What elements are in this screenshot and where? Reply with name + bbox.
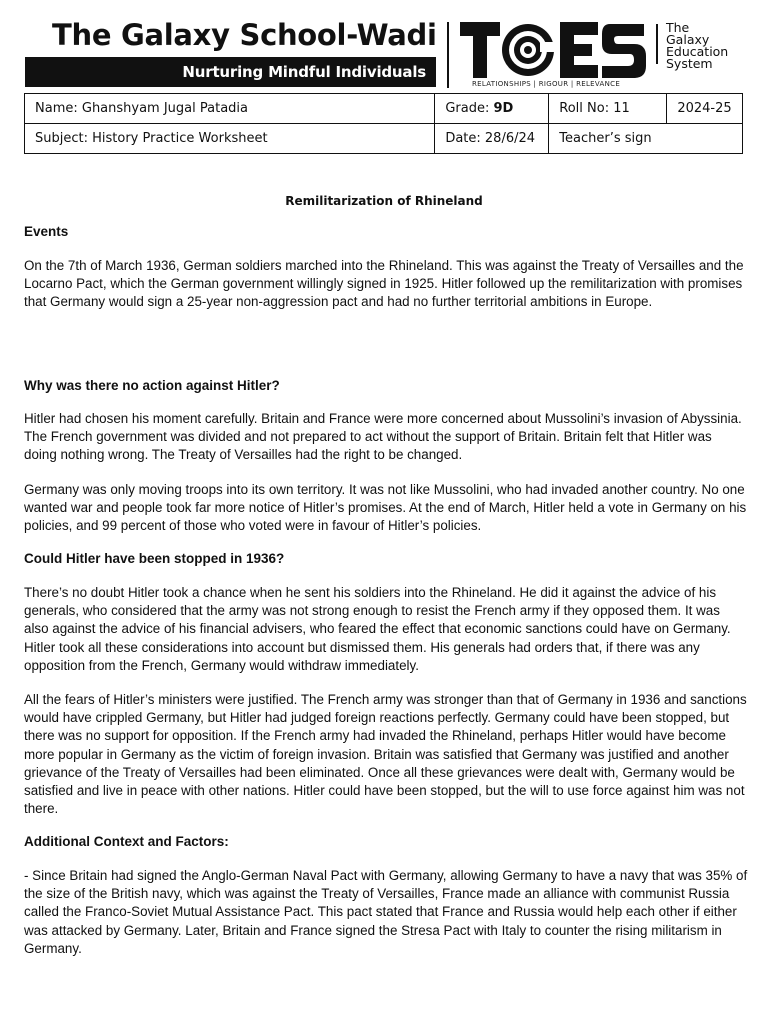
section-heading-no-action: Why was there no action against Hitler?	[24, 378, 280, 393]
section-heading-events: Events	[24, 224, 69, 239]
roll-number: Roll No: 11	[549, 94, 667, 124]
academic-year: 2024-25	[666, 94, 742, 124]
group-name-line: System	[666, 56, 713, 71]
motto-text: Nurturing Mindful Individuals	[182, 63, 426, 81]
school-name: The Galaxy School-Wadi	[52, 18, 437, 52]
group-name	[666, 22, 756, 70]
paragraph-stopped-2: All the fears of Hitler’s ministers were justified. The French army was stronger than that of Germany in 1936 and sanctions would have crippled Germany, but Hitler had judged foreign reactions perfectly. Germany could have been stopped, but there was no support for opposition. If the French army had invaded the Rhineland, perhaps Hitler would have become more popular in Germany as the victim of foreign invasion. Britain was satisfied that Germany was justified and another grievance of the Treaty of Versailles had been eliminated. Once all these grievances were dealt with, Germany would be satisfied and live in peace with other nations. Hitler could have been stopped, but the will to use force against him was not there.	[24, 692, 747, 817]
grade-value: 9D	[493, 101, 514, 116]
paragraph-no-action-1: Hitler had chosen his moment carefully. Britain and France were more concerned about Mussolini’s invasion of Abyssinia. The French government was divided and not prepared to act without the support of Britain. Britain felt that Hitler was doing nothing wrong. The Treaty of Versailles had the right to be changed.	[24, 411, 742, 463]
group-name-line: The	[666, 20, 690, 35]
teacher-sign: Teacher’s sign	[549, 124, 743, 154]
logo-tagline: RELATIONSHIPS | RIGOUR | RELEVANCE	[472, 80, 621, 88]
section-heading-context: Additional Context and Factors:	[24, 834, 229, 849]
student-name: Name: Ghanshyam Jugal Patadia	[25, 94, 435, 124]
subject: Subject: History Practice Worksheet	[25, 124, 435, 154]
paragraph-stopped-1: There’s no doubt Hitler took a chance when he sent his soldiers into the Rhineland. He did it against the advice of his generals, who considered that the army was not strong enough to resist the French army if they opposed them. It was also against the advice of his financial advisers, who feared the effect that economic sanctions could have on Germany. Hitler took all these considerations into account but dismissed them. His generals had orders that, if there was any opposition from the French, Germany would withdraw immediately.	[24, 585, 731, 673]
info-row	[25, 94, 743, 124]
tges-logo	[458, 14, 650, 90]
logo-divider	[656, 24, 658, 64]
paragraph-context: - Since Britain had signed the Anglo-German Naval Pact with Germany, allowing Germany to have a navy that was 35% of the size of the British navy, which was against the Treaty of Versailles, France made an alliance with communist Russia called the Franco-Soviet Mutual Assistance Pact. This pact stated that France and Russia would help each other if either was attacked by Germany. Later, Britain and France signed the Stresa Pact with Italy to counter the rising militarism in Germany.	[24, 868, 748, 956]
group-name-line: Education	[666, 44, 729, 59]
paragraph-no-action-2: Germany was only moving troops into its own territory. It was not like Mussolini, who had invaded another country. No one wanted war and people took far more notice of Hitler’s promises. At the end of March, Hitler held a vote in Germany on his policies, and 99 percent of those who voted were in favour of Hitler’s policies.	[24, 482, 747, 534]
section-heading-stopped: Could Hitler have been stopped in 1936?	[24, 551, 285, 566]
date: Date: 28/6/24	[435, 124, 549, 154]
motto-banner	[25, 57, 436, 87]
group-name-line: Galaxy	[666, 32, 710, 47]
student-info-table	[24, 93, 743, 154]
grade-label: Grade:	[445, 101, 494, 116]
document-title: Remilitarization of Rhineland	[285, 194, 483, 208]
logo-divider	[447, 22, 449, 88]
info-row	[25, 124, 743, 154]
grade-cell	[435, 94, 549, 124]
paragraph-events: On the 7th of March 1936, German soldiers marched into the Rhineland. This was against the Treaty of Versailles and the Locarno Pact, which the German government willingly signed in 1925. Hitler followed up the remilitarization with promises that Germany would sign a 25-year non-aggression pact and had no further territorial ambitions in Europe.	[24, 258, 744, 310]
